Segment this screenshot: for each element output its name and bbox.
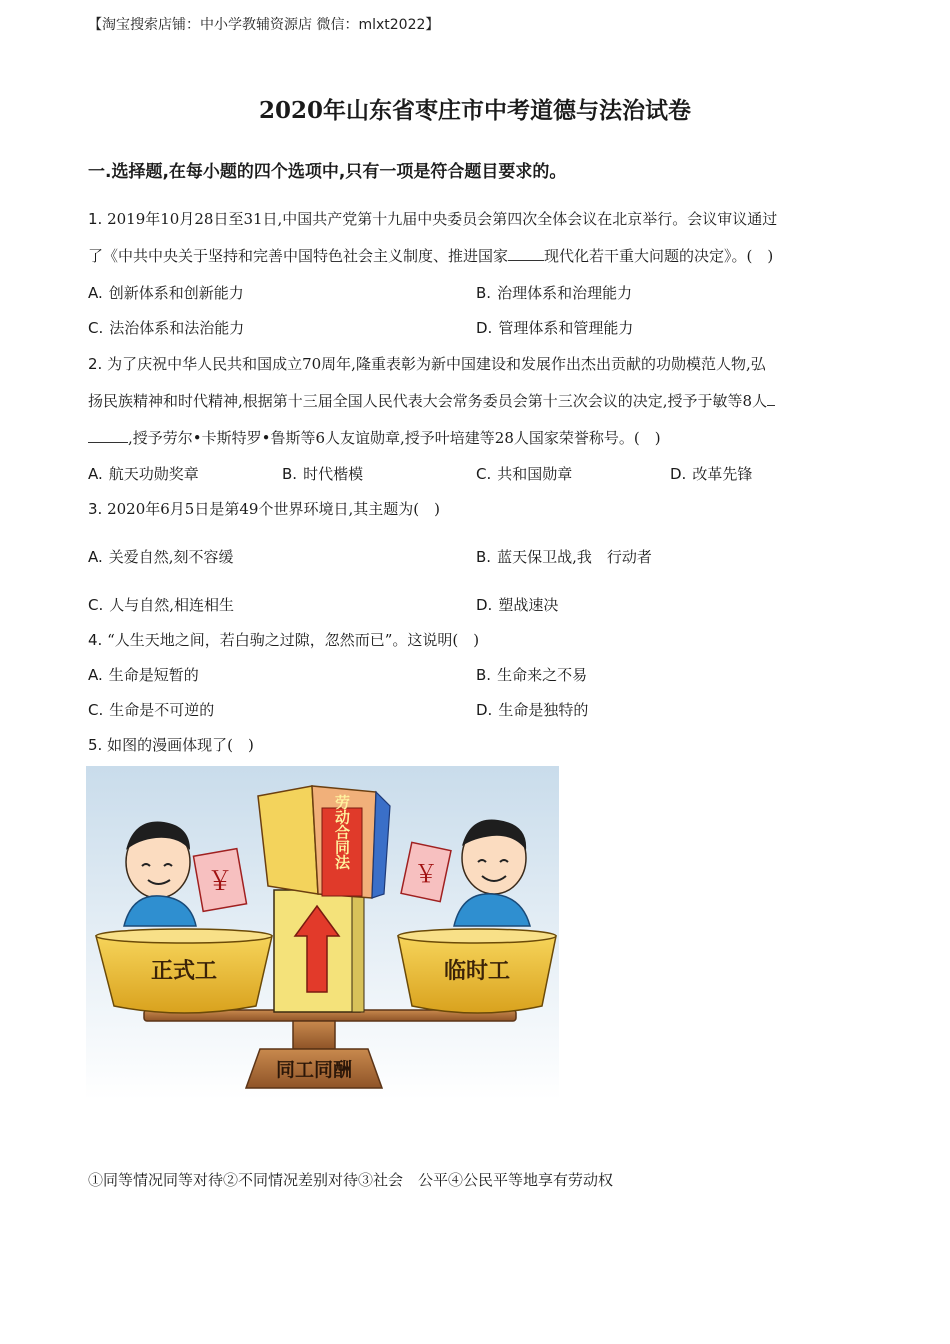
q1-option-d: D. 管理体系和管理能力 — [476, 319, 634, 337]
q2-option-a: A. 航天功勋奖章 — [88, 465, 199, 483]
q4-stem-line1: 4. “人生天地之间，若白驹之过隙，忽然而已”。这说明( ) — [88, 631, 480, 649]
labor-law-book — [258, 786, 390, 898]
q2-number: 2. — [88, 355, 103, 373]
scale-base-label: 同工同酬 — [275, 1059, 353, 1081]
left-yen-note — [193, 849, 246, 912]
left-bowl-label: 正式工 — [150, 959, 218, 984]
q1-stem-line1: 1. 2019年10月28日至31日,中国共产党第十九届中央委员会第四次全体会议在北京举行。会议审议通过 — [88, 210, 778, 228]
page-header: 【淘宝搜索店铺：中小学教辅资源店 微信：mlxt2022】 — [88, 17, 440, 33]
section-heading: 一.选择题,在每小题的四个选项中,只有一项是符合题目要求的。 — [88, 162, 567, 182]
q3-option-a: A. 关爱自然,刻不容缓 — [88, 548, 234, 566]
q5-number: 5. — [88, 736, 103, 754]
q4-option-c: C. 生命是不可逆的 — [88, 701, 215, 719]
svg-text:￥: ￥ — [414, 860, 438, 888]
svg-text:￥: ￥ — [206, 867, 234, 897]
q3-option-d: D. 塑战速决 — [476, 596, 559, 614]
q5-stem-line1: 5. 如图的漫画体现了( ) — [88, 736, 254, 754]
q1-stem-line2: 了《中共中央关于坚持和完善中国特色社会主义制度、推进国家 现代化若干重大问题的决定》。( ) — [88, 247, 774, 265]
q3-number: 3. — [88, 500, 103, 518]
q3-stem-line1: 3. 2020年6月5日是第49个世界环境日,其主题为( ) — [88, 500, 440, 518]
q2-option-d: D. 改革先锋 — [670, 465, 753, 483]
q5-statements: ①同等情况同等对待②不同情况差别对待③社会 公平④公民平等地享有劳动权 — [88, 1171, 614, 1189]
q1-blank — [508, 248, 544, 261]
q4-option-d: D. 生命是独特的 — [476, 701, 589, 719]
q2-stem-line3: ,授予劳尔•卡斯特罗•鲁斯等6人友谊勋章,授予叶培建等28人国家荣誉称号。( ) — [88, 427, 661, 448]
book-title: 劳动合同法 — [333, 794, 351, 870]
q2-blank-start — [767, 393, 775, 406]
q3-option-b: B. 蓝天保卫战,我 行动者 — [476, 548, 652, 566]
page-title: 2020年山东省枣庄市中考道德与法治试卷 — [258, 97, 691, 124]
q4-option-b: B. 生命来之不易 — [476, 666, 588, 684]
right-bowl-label: 临时工 — [443, 959, 511, 984]
q1-option-a: A. 创新体系和创新能力 — [88, 284, 244, 302]
q4-number: 4. — [88, 631, 103, 649]
right-bowl — [398, 929, 556, 1013]
q1-option-b: B. 治理体系和治理能力 — [476, 284, 633, 302]
q2-stem-line1: 2. 为了庆祝中华人民共和国成立70周年,隆重表彰为新中国建设和发展作出杰出贡献的功勋模范人物,弘 — [88, 355, 766, 373]
left-bowl — [96, 929, 272, 1013]
q2-option-b: B. 时代楷模 — [282, 465, 364, 483]
center-pillar — [274, 890, 364, 1012]
comic-illustration — [86, 766, 559, 1100]
q4-option-a: A. 生命是短暂的 — [88, 666, 199, 684]
q3-option-c: C. 人与自然,相连相生 — [88, 596, 235, 614]
q2-stem-line2: 扬民族精神和时代精神,根据第十三届全国人民代表大会常务委员会第十三次会议的决定,授予于敏等8人 — [88, 390, 775, 411]
q1-number: 1. — [88, 210, 103, 228]
q2-option-c: C. 共和国勋章 — [476, 465, 573, 483]
q1-option-c: C. 法治体系和法治能力 — [88, 319, 245, 337]
q2-blank-end — [88, 430, 128, 443]
